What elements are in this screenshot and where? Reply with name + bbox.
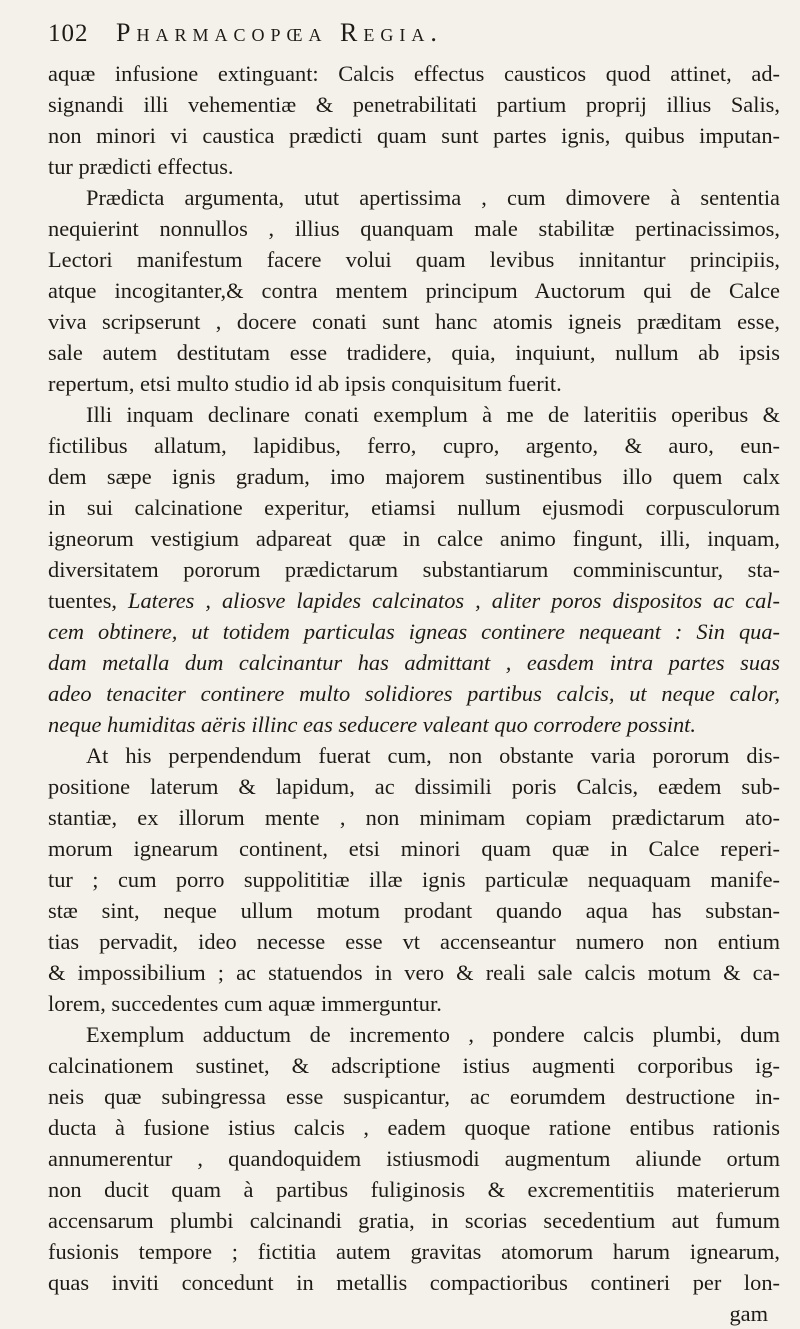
text-line: non minori vi caustica prædicti quam sunt partes ignis, quibus imputan-: [48, 123, 780, 148]
text-line: morum ignearum continent, etsi minori quam quæ in Calce reperi-: [48, 836, 780, 861]
text-line: fictilibus allatum, lapidibus, ferro, cupro, argento, & auro, eun-: [48, 433, 780, 458]
text-line: sale autem destitutam esse tradidere, quia, inquiunt, nullum ab ipsis: [48, 340, 780, 365]
running-title: Pharmacopœa Regia.: [116, 18, 443, 47]
text-line: neis quæ subingressa esse suspicantur, ac eorumdem destructione in-: [48, 1084, 780, 1109]
text-line: cem obtinere, ut totidem particulas igneas continere nequeant : Sin qua-: [48, 619, 780, 644]
text-line: dam metalla dum calcinantur has admittant , easdem intra partes suas: [48, 650, 780, 675]
text-line: quas inviti concedunt in metallis compactioribus contineri per lon-: [48, 1270, 780, 1295]
text-line: dem sæpe ignis gradum, imo majorem sustinentibus illo quem calx: [48, 464, 780, 489]
page-number: 102: [48, 20, 89, 47]
body-text: [48, 58, 780, 1329]
text-line: Lectori manifestum facere volui quam levibus innitantur principiis,: [48, 247, 780, 272]
text-line: repertum, etsi multo studio id ab ipsis conquisitum fuerit.: [48, 371, 562, 396]
text-line: stæ sint, neque ullum motum prodant quando aqua has substan-: [48, 898, 780, 923]
text-line: accensarum plumbi calcinandi gratia, in scorias secedentium aut fumum: [48, 1208, 780, 1233]
text-line: lorem, succedentes cum aquæ immerguntur.: [48, 991, 442, 1016]
text-line: calcinationem sustinet, & adscriptione istius augmenti corporibus ig-: [48, 1053, 780, 1078]
text-line: nequierint nonnullos , illius quanquam male stabilitæ pertinacissimos,: [48, 216, 780, 241]
text-line: At his perpendendum fuerat cum, non obstante varia pororum dis-: [86, 743, 780, 768]
text-line: aquæ infusione extinguant: Calcis effectus causticos quod attinet, ad-: [48, 61, 780, 86]
text-line: ducta à fusione istius calcis , eadem quoque ratione entibus rationis: [48, 1115, 780, 1140]
text-line: stantiæ, ex illorum mente , non minimam copiam prædictarum ato-: [48, 805, 780, 830]
text-line: atque incogitanter,& contra mentem principum Auctorum qui de Calce: [48, 278, 780, 303]
text-line: annumerentur , quandoquidem istiusmodi augmentum aliunde ortum: [48, 1146, 780, 1171]
text-line: fusionis tempore ; fictitia autem gravitas atomorum harum ignearum,: [48, 1239, 780, 1264]
text-line: neque humiditas aëris illinc eas seducere valeant quo corrodere possint.: [48, 712, 696, 737]
text-line: tias pervadit, ideo necesse esse vt accenseantur numero non entium: [48, 929, 780, 954]
text-line: viva scripserunt , docere conati sunt hanc atomis igneis præditam esse,: [48, 309, 780, 334]
text-line: Illi inquam declinare conati exemplum à me de lateritiis operibus &: [86, 402, 780, 427]
text-line: igneorum vestigium adpareat quæ in calce animo fingunt, illi, inquam,: [48, 526, 780, 551]
text-line: diversitatem pororum prædictarum substantiarum comminiscuntur, sta-: [48, 557, 780, 582]
text-line: positione laterum & lapidum, ac dissimili poris Calcis, eædem sub-: [48, 774, 780, 799]
text-line: tur prædicti effectus.: [48, 154, 234, 179]
text-line: adeo tenaciter continere multo solidiores partibus calcis, ut neque calor,: [48, 681, 780, 706]
text-line: & impossibilium ; ac statuendos in vero & reali sale calcis motum & ca-: [48, 960, 780, 985]
text-line: tuentes, Lateres , aliosve lapides calcinatos , aliter poros dispositos ac cal-: [48, 588, 780, 613]
text-line: Prædicta argumenta, utut apertissima , cum dimovere à sententia: [86, 185, 780, 210]
text-line: tur ; cum porro suppolititiæ illæ ignis particulæ nequaquam manife-: [48, 867, 780, 892]
text-line: gam: [729, 1301, 768, 1326]
text-line: Exemplum adductum de incremento , pondere calcis plumbi, dum: [86, 1022, 780, 1047]
text-line: non ducit quam à partibus fuliginosis & excrementitiis materierum: [48, 1177, 780, 1202]
text-line: signandi illi vehementiæ & penetrabilitati partium proprij illius Salis,: [48, 92, 780, 117]
running-head: [48, 18, 780, 56]
text-line: in sui calcinatione experitur, etiamsi nullum ejusmodi corpusculorum: [48, 495, 780, 520]
